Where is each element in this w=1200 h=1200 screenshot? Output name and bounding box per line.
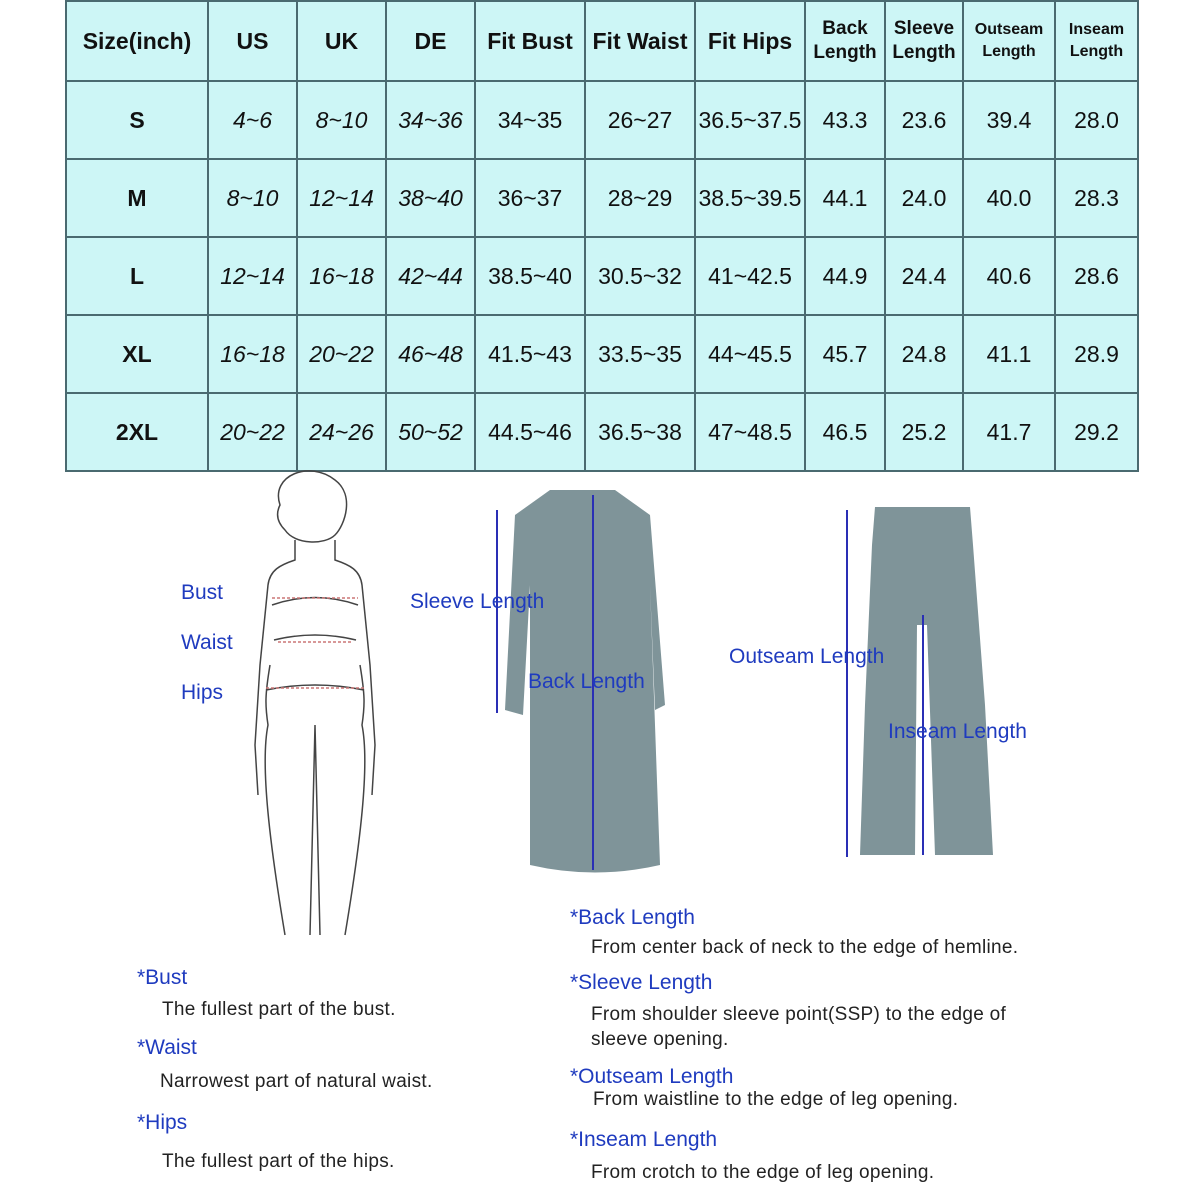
def-hips-title: *Hips — [137, 1111, 188, 1134]
def-waist-text: Narrowest part of natural waist. — [160, 1071, 433, 1092]
table-cell: 38.5~39.5 — [695, 159, 805, 237]
def-back-length-title: *Back Length — [570, 906, 695, 929]
table-cell: 25.2 — [885, 393, 963, 471]
def-outseam-length-text: From waistline to the edge of leg opening. — [593, 1089, 959, 1110]
table-cell: 24.8 — [885, 315, 963, 393]
column-header — [1055, 1, 1138, 81]
size-cell: 2XL — [66, 393, 208, 471]
table-cell: 23.6 — [885, 81, 963, 159]
def-bust-text: The fullest part of the bust. — [162, 999, 396, 1020]
table-cell: 16~18 — [208, 315, 297, 393]
column-header-line: Back — [822, 18, 868, 39]
table-cell: 33.5~35 — [585, 315, 695, 393]
table-cell: 29.2 — [1055, 393, 1138, 471]
table-cell: 43.3 — [805, 81, 885, 159]
table-row — [66, 393, 1138, 471]
table-cell: 41.1 — [963, 315, 1055, 393]
table-cell: 28.9 — [1055, 315, 1138, 393]
table-cell: 28~29 — [585, 159, 695, 237]
table-cell: 28.6 — [1055, 237, 1138, 315]
column-header: Fit Hips — [695, 1, 805, 81]
size-cell: L — [66, 237, 208, 315]
column-header: Fit Bust — [475, 1, 585, 81]
column-header: DE — [386, 1, 475, 81]
column-header — [805, 1, 885, 81]
table-cell: 44~45.5 — [695, 315, 805, 393]
table-cell: 34~35 — [475, 81, 585, 159]
table-cell: 40.0 — [963, 159, 1055, 237]
table-cell: 41.5~43 — [475, 315, 585, 393]
table-cell: 36~37 — [475, 159, 585, 237]
table-cell: 45.7 — [805, 315, 885, 393]
table-cell: 42~44 — [386, 237, 475, 315]
size-chart-table — [65, 0, 1139, 472]
column-header: US — [208, 1, 297, 81]
table-cell: 26~27 — [585, 81, 695, 159]
outseam-length-label: Outseam Length — [729, 645, 885, 668]
column-header — [963, 1, 1055, 81]
table-cell: 20~22 — [297, 315, 386, 393]
table-cell: 50~52 — [386, 393, 475, 471]
column-header — [885, 1, 963, 81]
column-header-line: Sleeve — [893, 18, 955, 39]
table-cell: 46~48 — [386, 315, 475, 393]
column-header-line: Length — [982, 43, 1036, 60]
table-cell: 41.7 — [963, 393, 1055, 471]
table-cell: 44.9 — [805, 237, 885, 315]
def-sleeve-length-text: From shoulder sleeve point(SSP) to the edge of — [591, 1004, 1007, 1025]
table-cell: 36.5~37.5 — [695, 81, 805, 159]
def-bust-title: *Bust — [137, 966, 188, 989]
table-cell: 30.5~32 — [585, 237, 695, 315]
table-cell: 28.3 — [1055, 159, 1138, 237]
column-header-line: Length — [813, 42, 877, 63]
table-cell: 38~40 — [386, 159, 475, 237]
sleeve-length-label: Sleeve Length — [410, 590, 545, 613]
def-inseam-length-text: From crotch to the edge of leg opening. — [591, 1162, 935, 1183]
table-cell: 39.4 — [963, 81, 1055, 159]
column-header: UK — [297, 1, 386, 81]
size-cell: M — [66, 159, 208, 237]
def-sleeve-length-text2: sleeve opening. — [591, 1029, 729, 1050]
table-cell: 36.5~38 — [585, 393, 695, 471]
column-header: Size(inch) — [66, 1, 208, 81]
table-cell: 40.6 — [963, 237, 1055, 315]
bust-label: Bust — [181, 581, 224, 604]
body-figure-illustration — [240, 465, 390, 965]
table-cell: 28.0 — [1055, 81, 1138, 159]
column-header-line: Inseam — [1068, 21, 1125, 38]
table-cell: 20~22 — [208, 393, 297, 471]
table-cell: 8~10 — [297, 81, 386, 159]
table-row — [66, 81, 1138, 159]
hips-label: Hips — [181, 681, 224, 704]
table-cell: 44.1 — [805, 159, 885, 237]
table-row — [66, 315, 1138, 393]
column-header-line: Length — [1069, 43, 1124, 60]
def-inseam-length-title: *Inseam Length — [570, 1128, 718, 1151]
def-hips-text: The fullest part of the hips. — [162, 1151, 395, 1172]
waist-label: Waist — [181, 631, 233, 654]
table-cell: 24~26 — [297, 393, 386, 471]
table-cell: 24.4 — [885, 237, 963, 315]
table-cell: 34~36 — [386, 81, 475, 159]
table-header-row — [66, 1, 1138, 81]
inseam-length-label: Inseam Length — [888, 720, 1027, 743]
table-cell: 24.0 — [885, 159, 963, 237]
column-header-line: Outseam — [974, 21, 1044, 38]
table-cell: 8~10 — [208, 159, 297, 237]
table-cell: 41~42.5 — [695, 237, 805, 315]
def-back-length-text: From center back of neck to the edge of hemline. — [591, 937, 1019, 958]
back-length-label: Back Length — [528, 670, 645, 693]
pants-illustration — [835, 505, 1015, 865]
size-cell: XL — [66, 315, 208, 393]
table-row — [66, 237, 1138, 315]
table-row — [66, 159, 1138, 237]
size-cell: S — [66, 81, 208, 159]
table-cell: 44.5~46 — [475, 393, 585, 471]
def-sleeve-length-title: *Sleeve Length — [570, 971, 713, 994]
table-cell: 12~14 — [297, 159, 386, 237]
table-cell: 46.5 — [805, 393, 885, 471]
def-outseam-length-title: *Outseam Length — [570, 1065, 734, 1088]
table-cell: 47~48.5 — [695, 393, 805, 471]
table-cell: 4~6 — [208, 81, 297, 159]
column-header-line: Length — [892, 42, 956, 63]
table-cell: 12~14 — [208, 237, 297, 315]
table-cell: 16~18 — [297, 237, 386, 315]
def-waist-title: *Waist — [137, 1036, 197, 1059]
table-cell: 38.5~40 — [475, 237, 585, 315]
column-header: Fit Waist — [585, 1, 695, 81]
